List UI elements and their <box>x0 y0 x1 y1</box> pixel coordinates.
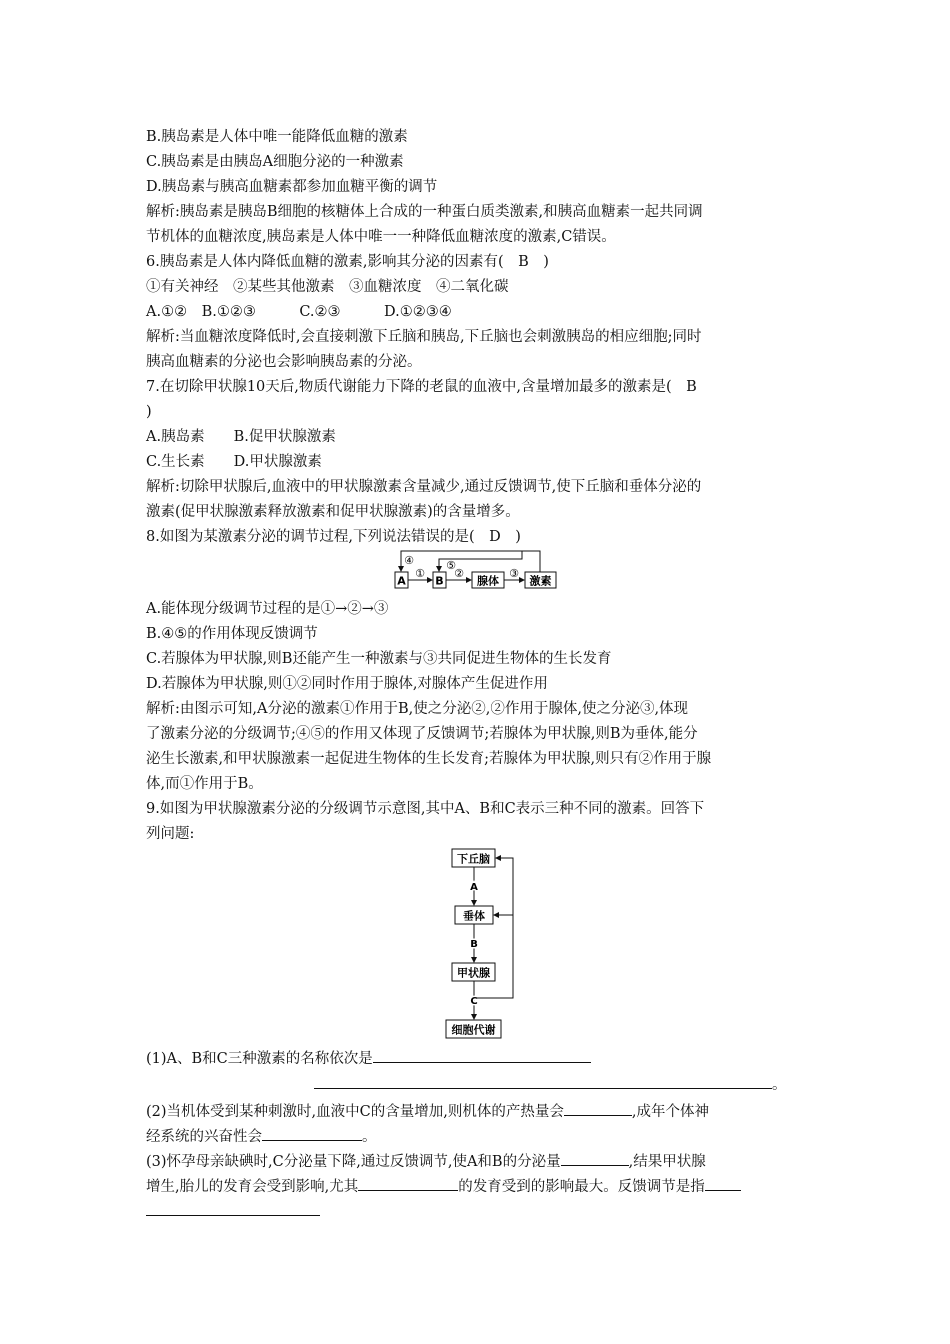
question-6: 6.胰岛素是人体内降低血糖的激素,影响其分泌的因素有( B ) <box>146 254 549 270</box>
label-1: ① <box>415 567 425 580</box>
q3-text-c: 增生,胎儿的发育会受到影响,尤其 <box>146 1179 359 1195</box>
answer-blank[interactable] <box>564 1101 632 1116</box>
q3-text-a: (3)怀孕母亲缺碘时,C分泌量下降,通过反馈调节,使A和B的分泌量 <box>146 1154 561 1170</box>
analysis-line: 解析:由图示可知,A分泌的激素①作用于B,使之分泌②,②作用于腺体,使之分泌③,体现 <box>146 701 689 717</box>
q2-line-1 <box>146 1101 709 1122</box>
q1-text: (1)A、B和C三种激素的名称依次是 <box>146 1051 373 1067</box>
q2-text-c: 经系统的兴奋性会 <box>146 1129 262 1145</box>
thyroid-label: 甲状腺 <box>457 966 490 980</box>
q3-line-2 <box>146 1176 741 1197</box>
answer-blank[interactable] <box>705 1176 741 1191</box>
analysis-line: 节机体的血糖浓度,胰岛素是人体中唯一一种降低血糖浓度的激素,C错误。 <box>146 229 616 245</box>
q8-option-a: A.能体现分级调节过程的是①→②→③ <box>146 601 389 617</box>
label-3: ③ <box>509 567 519 580</box>
q1-line <box>146 1048 591 1069</box>
option-d: D.胰岛素与胰高血糖素都参加血糖平衡的调节 <box>146 179 438 195</box>
question-8: 8.如图为某激素分泌的调节过程,下列说法错误的是( D ) <box>146 529 521 545</box>
label-c: C <box>470 996 478 1007</box>
answer-blank[interactable] <box>358 1176 458 1191</box>
analysis-line: 胰高血糖素的分泌也会影响胰岛素的分泌。 <box>146 354 422 370</box>
q2-text-a: (2)当机体受到某种刺激时,血液中C的含量增加,则机体的产热量会 <box>146 1104 564 1120</box>
box-b-label: B <box>435 574 444 588</box>
label-b: B <box>470 939 478 950</box>
label-5: ⑤ <box>446 559 456 572</box>
answer-blank[interactable] <box>314 1074 772 1089</box>
q3-text-b: ,结果甲状腺 <box>628 1154 706 1170</box>
q8-option-c: C.若腺体为甲状腺,则B还能产生一种激素与③共同促进生物体的生长发育 <box>146 651 612 667</box>
gland-label: 腺体 <box>477 574 499 588</box>
question-9-cont: 列问题: <box>146 826 195 842</box>
question-7: 7.在切除甲状腺10天后,物质代谢能力下降的老鼠的血液中,含量增加最多的激素是( B <box>146 379 697 395</box>
answer-blank[interactable] <box>373 1048 591 1063</box>
hormone-regulation-diagram <box>392 548 558 592</box>
q2-text-d: 。 <box>362 1129 377 1145</box>
q2-text-b: ,成年个体神 <box>631 1104 709 1120</box>
analysis-line: 体,而①作用于B。 <box>146 776 263 792</box>
option-c: C.胰岛素是由胰岛A细胞分泌的一种激素 <box>146 154 404 170</box>
analysis-line: 解析:切除甲状腺后,血液中的甲状腺激素含量减少,通过反馈调节,使下丘脑和垂体分泌的 <box>146 479 702 495</box>
q8-option-d: D.若腺体为甲状腺,则①②同时作用于腺体,对腺体产生促进作用 <box>146 676 548 692</box>
q2-line-2 <box>146 1126 377 1147</box>
answer-blank[interactable] <box>146 1201 320 1216</box>
q6-options: A.①② B.①②③ C.②③ D.①②③④ <box>146 304 452 320</box>
label-4: ④ <box>404 554 414 567</box>
hormone-label: 激素 <box>529 574 552 588</box>
analysis-line: 激素(促甲状腺激素释放激素和促甲状腺激素)的含量增多。 <box>146 504 520 520</box>
thyroid-regulation-diagram <box>443 846 523 1041</box>
answer-blank[interactable] <box>262 1126 362 1141</box>
analysis-line: 了激素分泌的分级调节;④⑤的作用又体现了反馈调节;若腺体为甲状腺,则B为垂体,能分 <box>146 726 698 742</box>
analysis-line: 泌生长激素,和甲状腺激素一起促进生物体的生长发育;若腺体为甲状腺,则只有②作用于腺 <box>146 751 712 767</box>
analysis-line: 解析:当血糖浓度降低时,会直接刺激下丘脑和胰岛,下丘脑也会刺激胰岛的相应细胞;同时 <box>146 329 702 345</box>
question-9: 9.如图为甲状腺激素分泌的分级调节示意图,其中A、B和C表示三种不同的激素。回答下 <box>146 801 705 817</box>
hypothalamus-label: 下丘脑 <box>457 852 490 866</box>
metabolism-label: 细胞代谢 <box>451 1023 496 1037</box>
option-b: B.胰岛素是人体中唯一能降低血糖的激素 <box>146 129 408 145</box>
question-7-cont: ) <box>146 404 152 420</box>
pituitary-label: 垂体 <box>463 909 485 923</box>
q7-options-cd: C.生长素 D.甲状腺激素 <box>146 454 322 470</box>
box-a-label: A <box>397 574 406 588</box>
q1-end: 。 <box>772 1077 787 1093</box>
q6-items: ①有关神经 ②某些其他激素 ③血糖浓度 ④二氧化碳 <box>146 279 509 295</box>
label-a: A <box>470 882 478 893</box>
answer-blank[interactable] <box>561 1151 629 1166</box>
q8-option-b: B.④⑤的作用体现反馈调节 <box>146 626 318 642</box>
q7-options-ab: A.胰岛素 B.促甲状腺激素 <box>146 429 336 445</box>
q3-line-1 <box>146 1151 706 1172</box>
label-2: ② <box>454 567 464 580</box>
q3-line-3 <box>146 1201 320 1222</box>
analysis-line: 解析:胰岛素是胰岛B细胞的核糖体上合成的一种蛋白质类激素,和胰高血糖素一起共同调 <box>146 204 703 220</box>
q3-text-d: 的发育受到的影响最大。反馈调节是指 <box>458 1179 705 1195</box>
q1-line-2 <box>314 1074 787 1095</box>
